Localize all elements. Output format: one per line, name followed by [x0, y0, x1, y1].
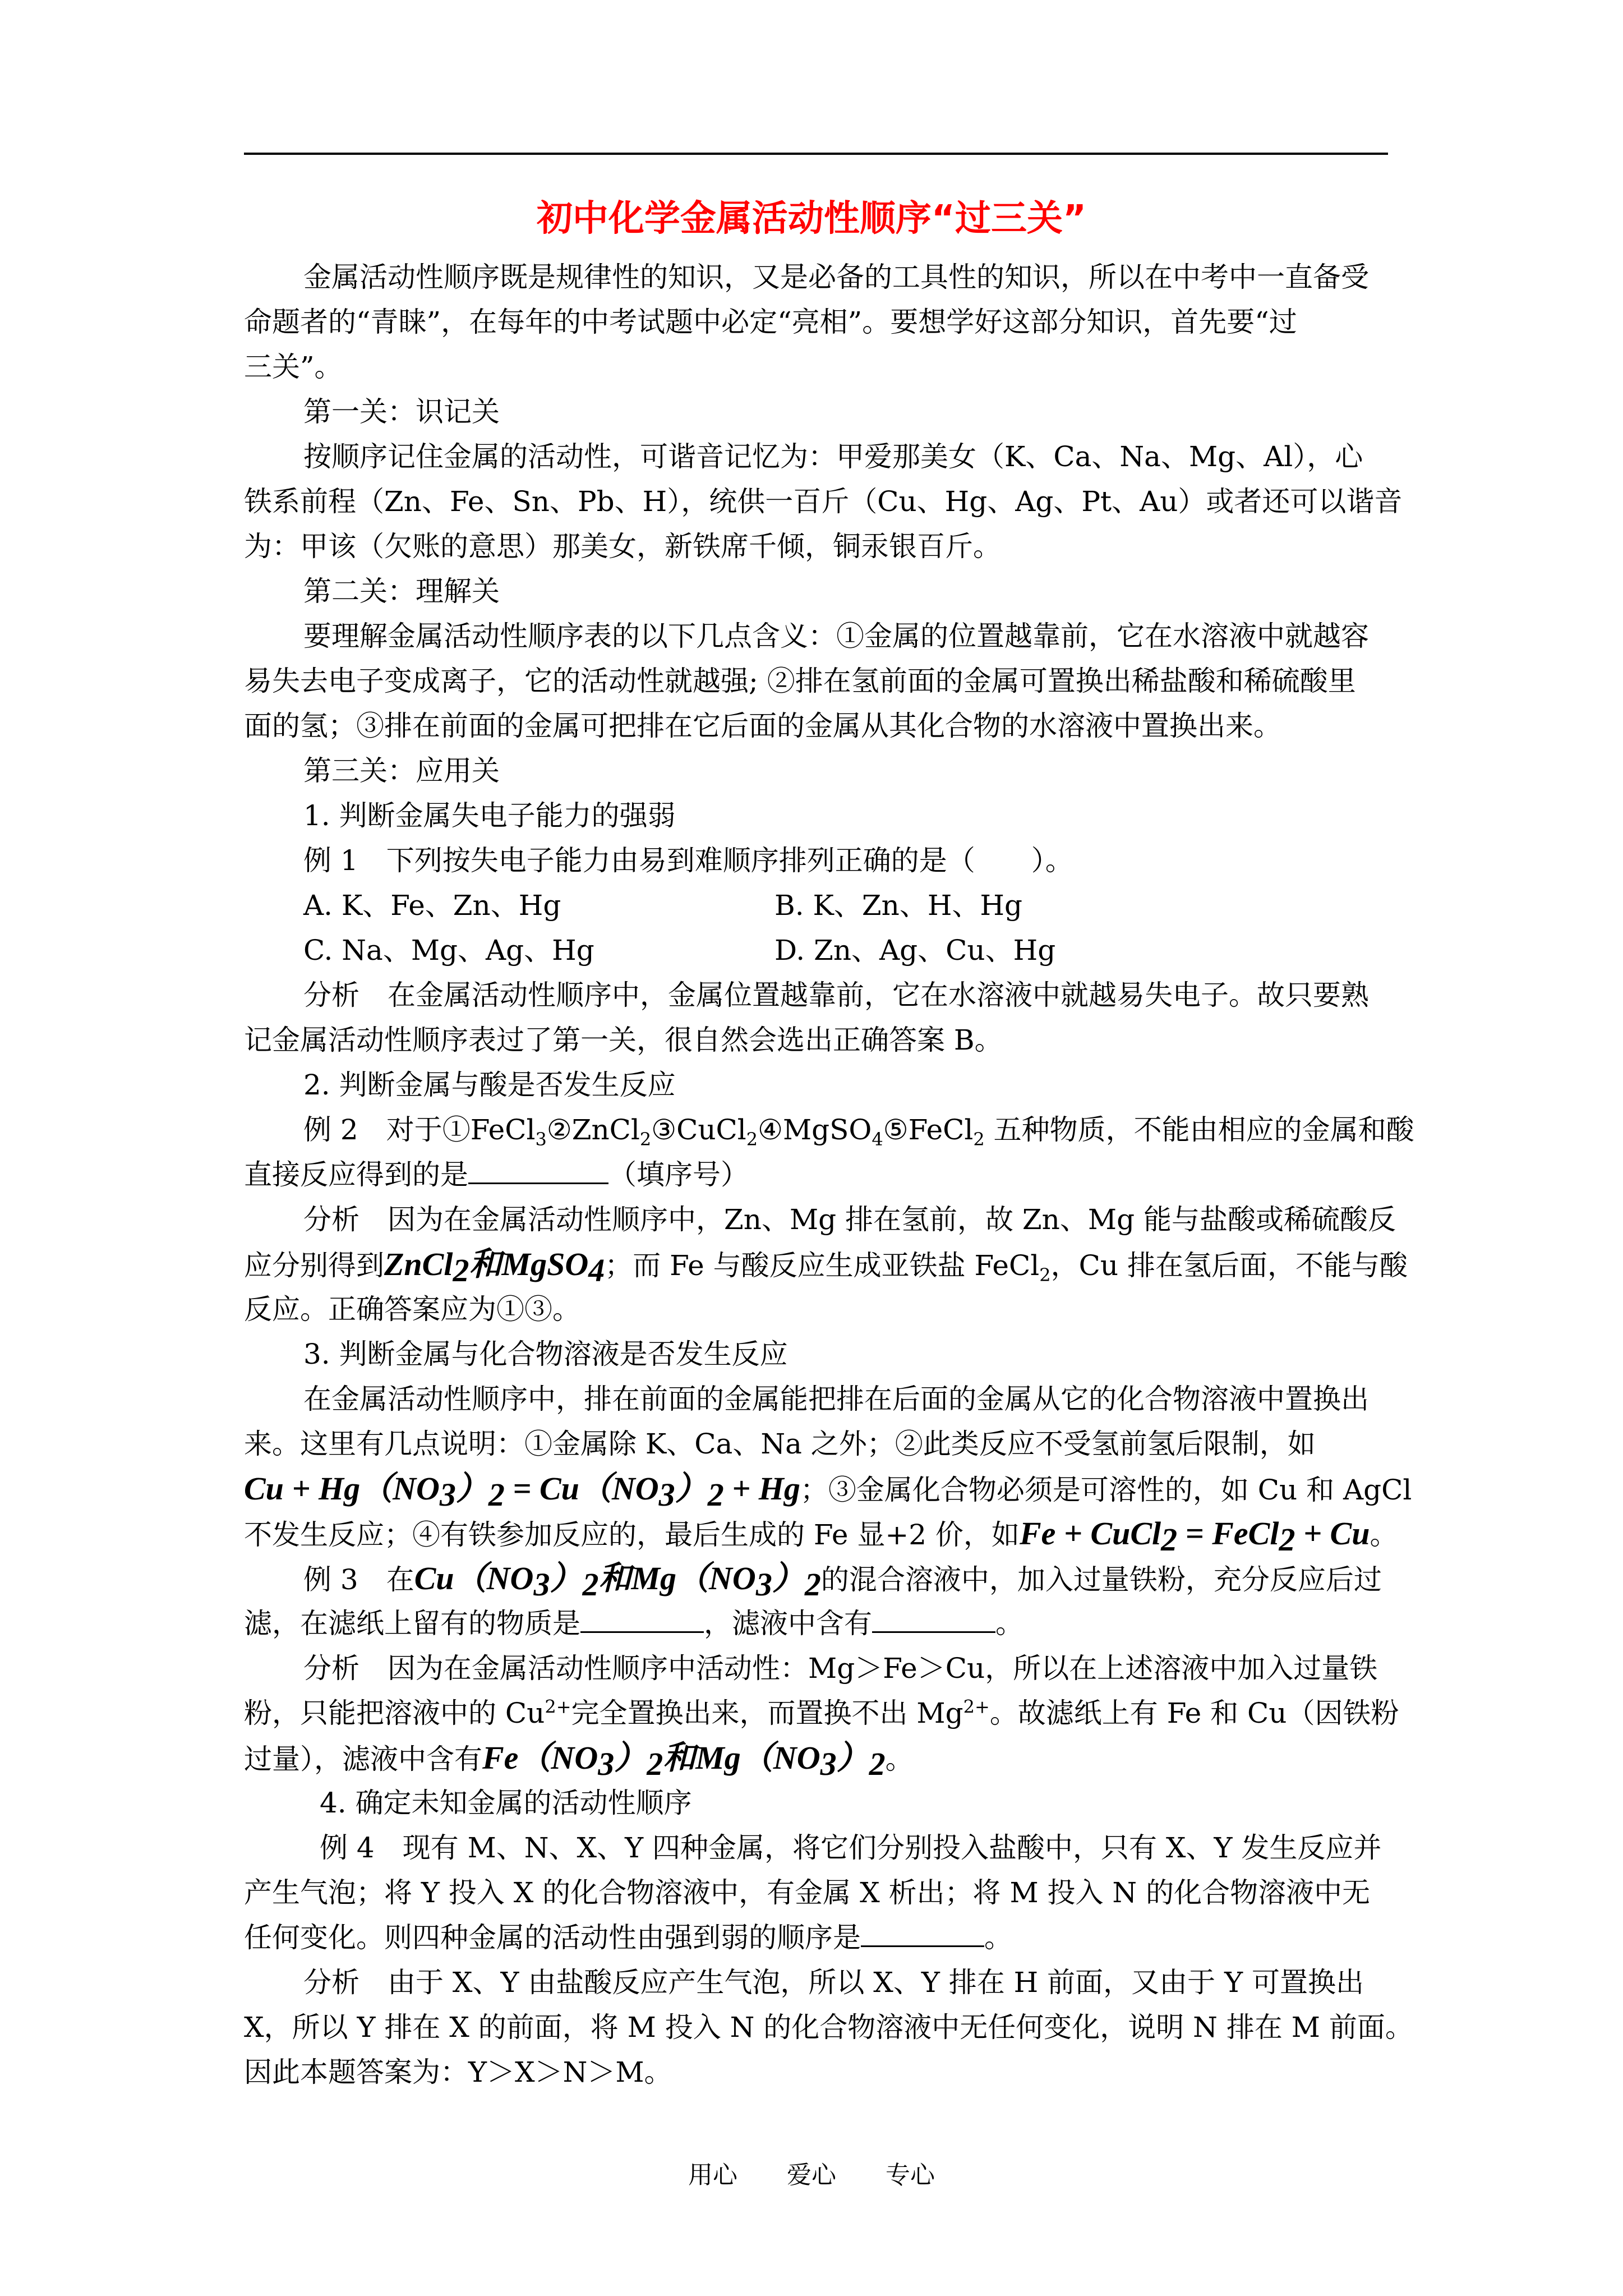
pass2-heading: 第二关：理解关: [303, 575, 500, 608]
example4-question-1: 例 4 现有 M、N、X、Y 四种金属，将它们分别投入盐酸中，只有 X、Y 发生反应并: [320, 1832, 1382, 1864]
answer-blank[interactable]: [861, 1916, 984, 1947]
section4-heading: 4. 确定未知金属的活动性顺序: [320, 1787, 692, 1819]
section3-line-4: 不发生反应；④有铁参加反应的，最后生成的 Fe 显+2 价，如Fe + CuCl$_2$ = FeCl$_2$ + Cu。: [244, 1515, 1398, 1558]
example4-analysis-3: 因此本题答案为：Y＞X＞N＞M。: [244, 2056, 672, 2088]
example3-analysis-2: 粉，只能把溶液中的 $Cu^{2+}$完全置换出来，而置换不出 $Mg^{2+}$。故滤纸上有 Fe 和 Cu（因铁粉: [244, 1696, 1399, 1729]
pass2-line-1: 要理解金属活动性顺序表的以下几点含义：①金属的位置越靠前，它在水溶液中就越容: [303, 620, 1369, 652]
section3-heading: 3. 判断金属与化合物溶液是否发生反应: [303, 1338, 788, 1370]
example3-question-1: 例 3 在$Cu(NO_3)_2$和$Mg(NO_3)_2$的混合溶液中，加入过量铁粉，充分反应后过: [303, 1560, 1382, 1603]
page-title: 初中化学金属活动性顺序“过三关”: [536, 198, 1087, 240]
intro-line-1: 金属活动性顺序既是规律性的知识，又是必备的工具性的知识，所以在中考中一直备受: [303, 261, 1369, 293]
section3-line-3: $Cu + Hg(NO_3)_2 = Cu(NO_3)_2 + Hg$；③金属化合物必须是可溶性的，如 Cu 和 AgCl: [244, 1470, 1412, 1513]
example2-analysis-1: 分析 因为在金属活动性顺序中，Zn、Mg 排在氢前，故 Zn、Mg 能与盐酸或稀硫酸反: [303, 1203, 1396, 1236]
section3-line-1: 在金属活动性顺序中，排在前面的金属能把排在后面的金属从它的化合物溶液中置换出: [303, 1383, 1369, 1415]
example1-analysis-2: 记金属活动性顺序表过了第一关，很自然会选出正确答案 B。: [244, 1024, 1003, 1056]
example4-analysis-2: X，所以 Y 排在 X 的前面，将 M 投入 N 的化合物溶液中无任何变化，说明 N 排在 M 前面。: [244, 2011, 1413, 2044]
pass2-line-3: 面的氢；③排在前面的金属可把排在它后面的金属从其化合物的水溶液中置换出来。: [244, 710, 1281, 742]
answer-blank[interactable]: [872, 1602, 995, 1633]
pass1-heading: 第一关：识记关: [303, 395, 500, 428]
answer-blank[interactable]: [468, 1153, 608, 1184]
example1-option-a: A. K、Fe、Zn、Hg: [303, 889, 561, 922]
header-rule: [244, 153, 1388, 155]
page-footer: 用心 爱心 专心: [688, 2161, 935, 2189]
pass1-line-1: 按顺序记住金属的活动性，可谐音记忆为：甲爱那美女（K、Ca、Na、Mg、Al），心: [303, 440, 1363, 473]
example2-analysis-3: 反应。正确答案应为①③。: [244, 1293, 580, 1326]
example1-analysis-1: 分析 在金属活动性顺序中，金属位置越靠前，它在水溶液中就越易失电子。故只要熟: [303, 979, 1369, 1011]
example4-question-2: 产生气泡；将 Y 投入 X 的化合物溶液中，有金属 X 析出；将 M 投入 N 的化合物溶液中无: [244, 1876, 1371, 1909]
example2-analysis-2: 应分别得到ZnCl$_2$和MgSO$_4$；而 Fe 与酸反应生成亚铁盐 FeCl$_2$，Cu 排在氢后面，不能与酸: [244, 1246, 1408, 1289]
section1-heading: 1. 判断金属失电子能力的强弱: [303, 799, 676, 832]
example1-option-d: D. Zn、Ag、Cu、Hg: [774, 934, 1056, 967]
example3-question-2: 滤，在滤纸上留有的物质是 ，滤液中含有 。: [244, 1601, 1388, 1646]
pass1-line-2: 铁系前程（Zn、Fe、Sn、Pb、H），统供一百斤（Cu、Hg、Ag、Pt、Au）或者还可以谐音: [244, 485, 1403, 518]
example4-question-3: 任何变化。则四种金属的活动性由强到弱的顺序是 。: [244, 1915, 1388, 1960]
example4-analysis-1: 分析 由于 X、Y 由盐酸反应产生气泡，所以 X、Y 排在 H 前面，又由于 Y 可置换出: [303, 1966, 1364, 1999]
section2-heading: 2. 判断金属与酸是否发生反应: [303, 1069, 676, 1101]
example1-option-c: C. Na、Mg、Ag、Hg: [303, 934, 594, 967]
example2-question-1: 例 2 对于①FeCl$_3$②ZnCl$_2$③CuCl$_2$④MgSO$_4$⑤FeCl$_2$ 五种物质，不能由相应的金属和酸: [303, 1114, 1414, 1150]
section3-line-2: 来。这里有几点说明：①金属除 K、Ca、Na 之外；②此类反应不受氢前氢后限制，如: [244, 1428, 1316, 1460]
pass3-heading: 第三关：应用关: [303, 754, 500, 787]
answer-blank[interactable]: [580, 1602, 704, 1633]
example3-analysis-3: 过量），滤液中含有$Fe(NO_3)_2$和$Mg(NO_3)_2$。: [244, 1740, 914, 1782]
example2-question-2: 直接反应得到的是 （填序号）: [244, 1152, 1388, 1197]
example1-option-b: B. K、Zn、H、Hg: [774, 889, 1023, 922]
intro-line-3: 三关”。: [244, 351, 343, 383]
pass2-line-2: 易失去电子变成离子，它的活动性就越强; ②排在氢前面的金属可置换出稀盐酸和稀硫酸里: [244, 665, 1356, 697]
intro-line-2: 命题者的“青睐”，在每年的中考试题中必定“亮相”。要想学好这部分知识，首先要“过: [244, 306, 1297, 338]
example1-question: 例 1 下列按失电子能力由易到难顺序排列正确的是（ ）。: [303, 844, 1073, 877]
example3-analysis-1: 分析 因为在金属活动性顺序中活动性：Mg＞Fe＞Cu，所以在上述溶液中加入过量铁: [303, 1652, 1378, 1685]
pass1-line-3: 为：甲该（欠账的意思）那美女，新铁席千倾，铜汞银百斤。: [244, 530, 1001, 563]
